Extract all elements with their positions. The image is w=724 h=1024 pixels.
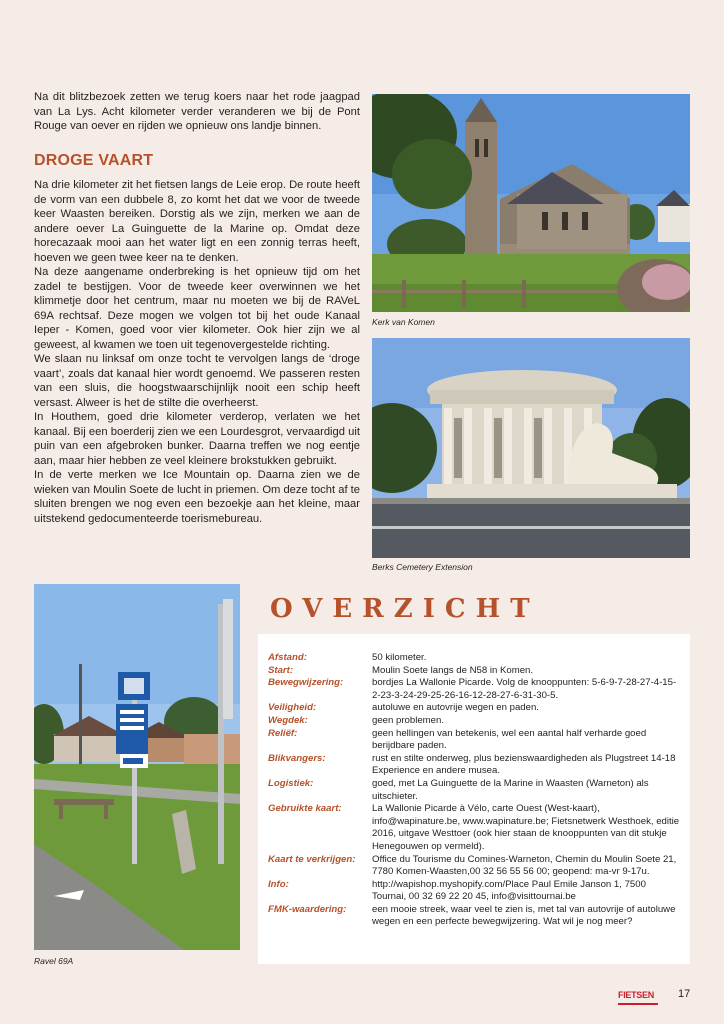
intro-paragraph: Na dit blitzbezoek zetten we terug koers naar het rode jaagpad van La Lys. Acht kilometer verder veranderen we bij de Pont Rouge van oever en rijden we opnieuw ons landje binnen. — [34, 91, 360, 132]
overview-value: geen hellingen van betekenis, wel een aantal half verharde goed berijdbare paden. — [372, 727, 647, 752]
article-paragraph: We slaan nu linksaf om onze tocht te vervolgen langs de ‘droge vaart’, zoals dat kanaal hier wordt genoemd. We passeren resten van een sluis, die hoogstwaarschijnlijk nooit een schip heeft versast. Alweer is het de stilte die overheerst. — [34, 353, 360, 409]
memorial-caption: Berks Cemetery Extension — [372, 562, 473, 572]
article-paragraph: In Houthem, goed drie kilometer verderop, verlaten we het kanaal. Bij een boerderij zien we een Lourdesgrot, vervaardigd uit puin van een afgebroken bunker. Daarna treffen we nog eentje aan, maar hier hebben ze veel kleinere brokstukken gebruikt. — [34, 411, 360, 467]
overview-row-distance — [268, 652, 680, 665]
overview-row-logistics — [268, 778, 680, 803]
overview-label: Gebruikte kaart: — [268, 803, 342, 815]
magazine-logo: FIETSEN — [618, 990, 654, 1000]
overview-value: autoluwe en autovrije wegen en paden. — [372, 702, 539, 714]
overview-label: Reliëf: — [268, 727, 298, 739]
overview-row-map-available — [268, 854, 680, 879]
article-body — [34, 178, 360, 526]
article-paragraph: Na deze aangename onderbreking is het opnieuw tijd om het zadel te bestijgen. Voor de tweede keer overwinnen we het klimmetje door het centrum, maar nu moeten we bij de RAVeL 69A rechtsaf. Deze mogen we volgen tot bij het oude Kanaal Ieper - Komen, goed voor vier kilometer. Ook hier zijn we al geweest, al kwamen we toen uit tegenovergestelde richting. — [34, 266, 360, 351]
overview-label: Info: — [268, 878, 289, 890]
overview-value: La Wallonie Picarde à Vélo, carte Ouest (West-kaart), info@wapinature.be, www.wapinature.be; Fietsnetwerk Westhoek, editie 2016, uitgave Westtoer (ook hier staan de knooppunten van dit stukje Henegouwen op vermeld). — [372, 803, 680, 852]
article-paragraph: In de verte merken we Ice Mountain op. Daarna zien we de wieken van Moulin Soete de lucht in priemen. Om deze tocht af te sluiten brengen we nog even een bezoekje aan het kleine, maar uitstekend gedocumenteerde toerismebureau. — [34, 469, 360, 525]
overview-value: geen problemen. — [372, 714, 445, 726]
overview-value: bordjes La Wallonie Picarde. Volg de knooppunten: 5-6-9-7-28-27-4-15-2-23-3-24-29-25-26-16-12-28-27-6-31-30-5. — [372, 677, 677, 701]
overview-row-safety — [268, 702, 680, 715]
logo-underline — [618, 1003, 658, 1005]
overview-value: Moulin Soete langs de N58 in Komen. — [372, 664, 534, 676]
overview-label: Start: — [268, 664, 294, 676]
article-paragraph: Na drie kilometer zit het fietsen langs de Leie erop. De route heeft de vorm van een dubbele 8, zo komt het dat we voor de tweede keer Waasten bereiken. Dorstig als we zijn, merken we aan de andere oever La Guinguette de la Marine op. Omdat deze horecazaak mooi aan het water ligt en een zonnig terras heeft, hoeven we geen twee keer na te denken. — [34, 179, 360, 264]
overview-box — [258, 634, 690, 964]
overview-value: rust en stilte onderweg, plus bezienswaardigheden als Plugstreet 14-18 Experience en andere musea. — [372, 752, 676, 777]
page-number: 17 — [678, 988, 691, 1000]
overview-row-relief — [268, 728, 680, 753]
overview-value: een mooie streek, waar veel te zien is, met tal van autovrije of autoluwe wegen en een perfecte bewegwijzering. Wat wil je nog meer? — [372, 903, 676, 928]
ravel-caption: Ravel 69A — [34, 956, 74, 966]
overview-row-start — [268, 665, 680, 678]
overview-row-info — [268, 879, 680, 904]
overview-label: Bewegwijzering: — [268, 677, 344, 689]
memorial-photo — [372, 338, 690, 558]
overview-label: Wegdek: — [268, 714, 308, 726]
overview-value: http://wapishop.myshopify.com/Place Paul Emile Janson 1, 7500 Tournai, 00 32 69 22 20 45, info@visittournai.be — [372, 878, 646, 903]
section-heading: DROGE VAART — [34, 152, 154, 169]
ravel-photo — [34, 584, 240, 950]
overview-value: Office du Tourisme du Comines-Warneton, Chemin du Moulin Soete 21, 7780 Komen-Waasten,00 32 56 55 56 00; geopend: ma-vr 9-17u. — [372, 853, 677, 878]
overview-title: OVERZICHT — [258, 584, 690, 634]
overview-label: Logistiek: — [268, 777, 314, 789]
overview-row-rating — [268, 904, 680, 929]
overview-row-signage — [268, 677, 680, 702]
overview-value: 50 kilometer. — [372, 652, 427, 663]
overview-row-surface — [268, 715, 680, 728]
church-photo — [372, 94, 690, 312]
overview-row-map-used — [268, 803, 680, 853]
overview-value: goed, met La Guinguette de la Marine in Waasten (Warneton) als uitschieter. — [372, 777, 649, 802]
overview-row-highlights — [268, 753, 680, 778]
overview-label: Kaart te verkrijgen: — [268, 853, 356, 865]
church-caption: Kerk van Komen — [372, 317, 435, 327]
overview-label: FMK-waardering: — [268, 903, 347, 915]
overview-label: Blikvangers: — [268, 752, 326, 764]
overview-label: Veiligheid: — [268, 702, 317, 714]
overview-label: Afstand: — [268, 652, 307, 663]
